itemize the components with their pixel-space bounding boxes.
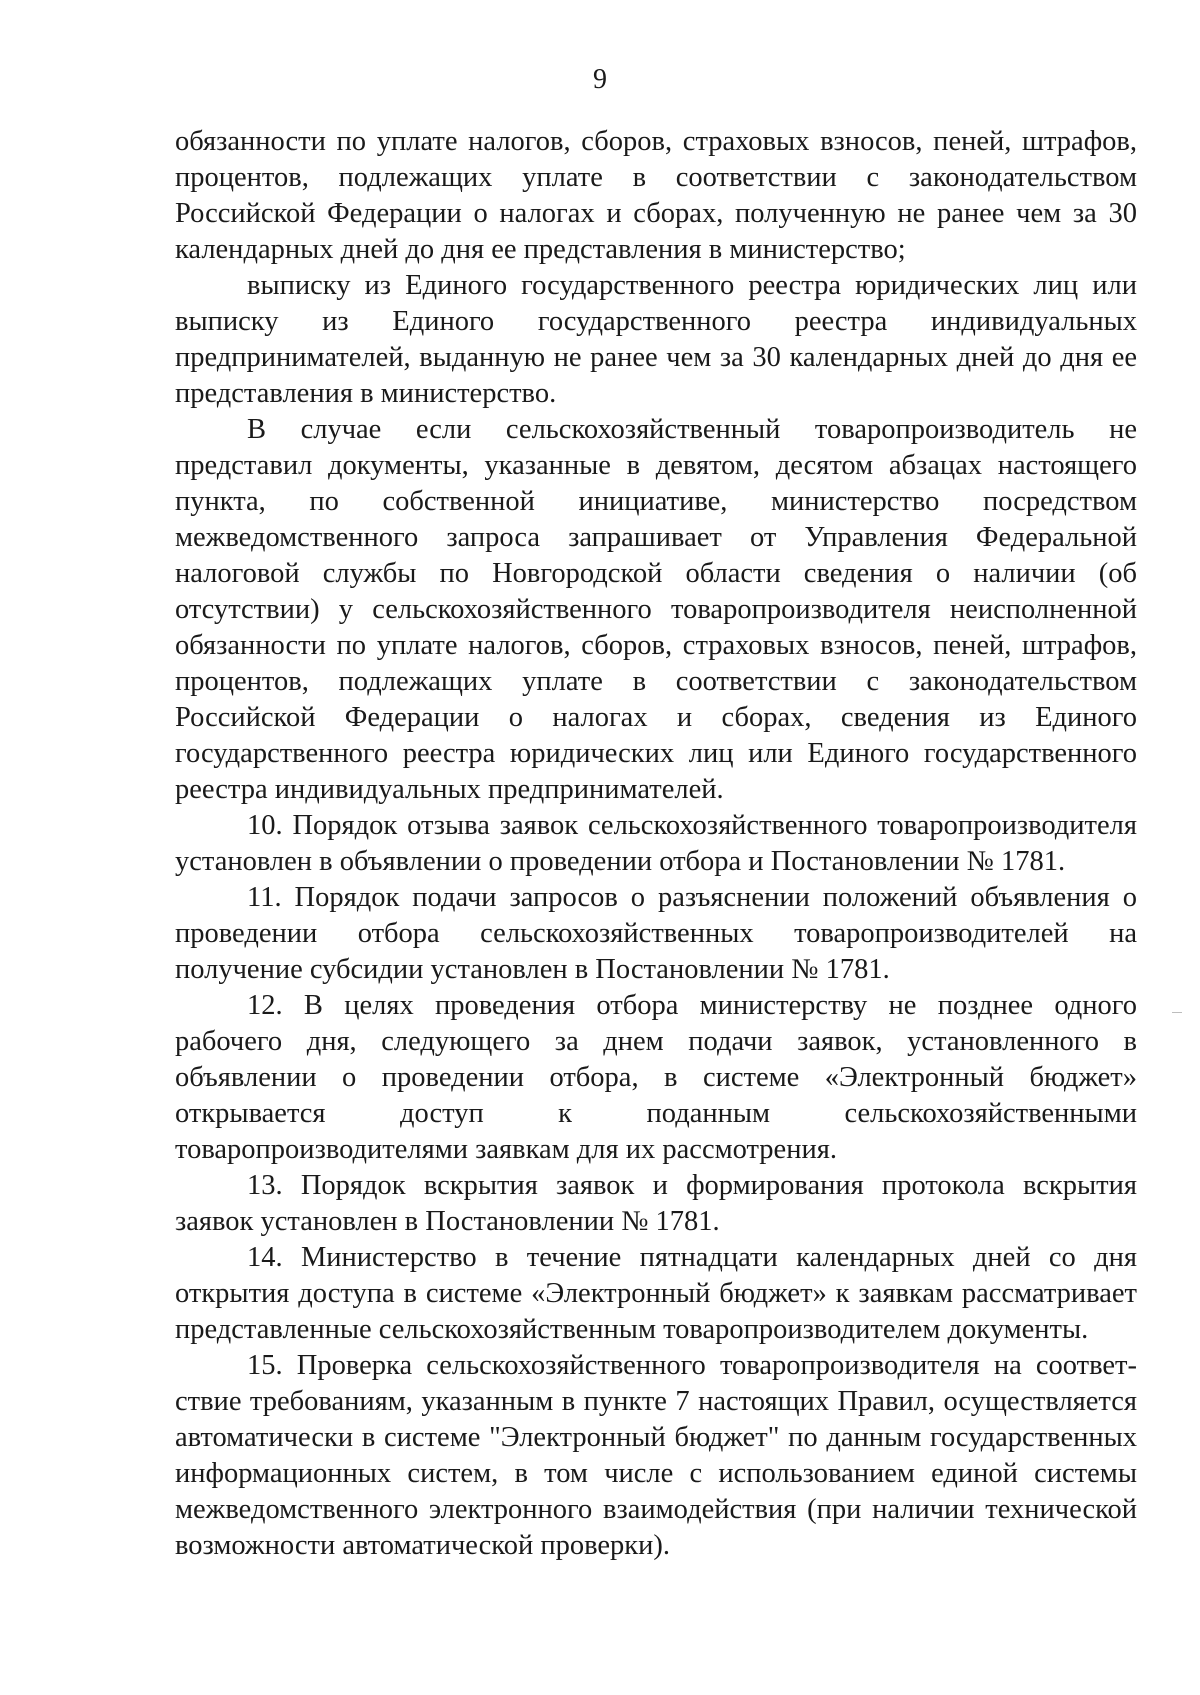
paragraph-item-15: 15. Проверка сельскохозяйственного товаропроизводителя на соответ-ствие требованиям, указанным в пункте 7 настоящих Правил, осуществляется автоматически в системе "Электронный бюджет" по данным государственных информационных систем, в том числе с использованием единой системы межведомственного электронного взаимодействия (при наличии технической возможности автоматической проверки). [175, 1350, 1137, 1561]
paragraph-item-11: 11. Порядок подачи запросов о разъяснении положений объявления о проведении отбора сельскохозяйственных товаропроизводителей на получение субсидии установлен в Постановлении № 1781. [175, 882, 1137, 985]
paragraph-tax-obligation-certificate: обязанности по уплате налогов, сборов, страховых взносов, пеней, штрафов, процентов, подлежащих уплате в соответствии с законодательством Российской Федерации о налогах и сборах, полученную не ранее чем за 30 календарных дней до дня ее представления в министерство; [175, 126, 1137, 265]
paragraph-item-12: 12. В целях проведения отбора министерству не позднее одного рабочего дня, следующего за днем подачи заявок, установленного в объявлении о проведении отбора, в системе «Электронный бюджет» открывается доступ к поданным сельскохозяйственными товаропроизводителями заявкам для их рассмотрения. [175, 990, 1137, 1165]
paragraph-interagency-request: В случае если сельскохозяйственный товаропроизводитель не представил документы, указанные в девятом, десятом абзацах настоящего пункта, по собственной инициативе, министерство посредством межведомственного запроса запрашивает от Управления Федеральной налоговой службы по Новгородской области сведения о наличии (об отсутствии) у сельскохозяйственного товаропроизводителя неисполненной обязанности по уплате налогов, сборов, страховых взносов, пеней, штрафов, процентов, подлежащих уплате в соответствии с законодательством Российской Федерации о налогах и сборах, сведения из Единого государственного реестра юридических лиц или Единого государственного реестра индивидуальных предпринимателей. [175, 414, 1137, 805]
paragraph-item-10: 10. Порядок отзыва заявок сельскохозяйственного товаропроизводителя установлен в объявлении о проведении отбора и Постановлении № 1781. [175, 810, 1137, 877]
page-number: 9 [593, 64, 607, 95]
document-body [175, 124, 1137, 1564]
paragraph-registry-extract: выписку из Единого государственного реестра юридических лиц или выписку из Единого государственного реестра индивидуальных предпринимателей, выданную не ранее чем за 30 календарных дней до дня ее представления в министерство. [175, 270, 1137, 409]
paragraph-item-13: 13. Порядок вскрытия заявок и формирования протокола вскрытия заявок установлен в Постановлении № 1781. [175, 1170, 1137, 1237]
scan-edge-mark [1172, 1012, 1182, 1013]
paragraph-item-14: 14. Министерство в течение пятнадцати календарных дней со дня открытия доступа в системе «Электронный бюджет» к заявкам рассматривает представленные сельскохозяйственным товаропроизводителем документы. [175, 1242, 1137, 1345]
